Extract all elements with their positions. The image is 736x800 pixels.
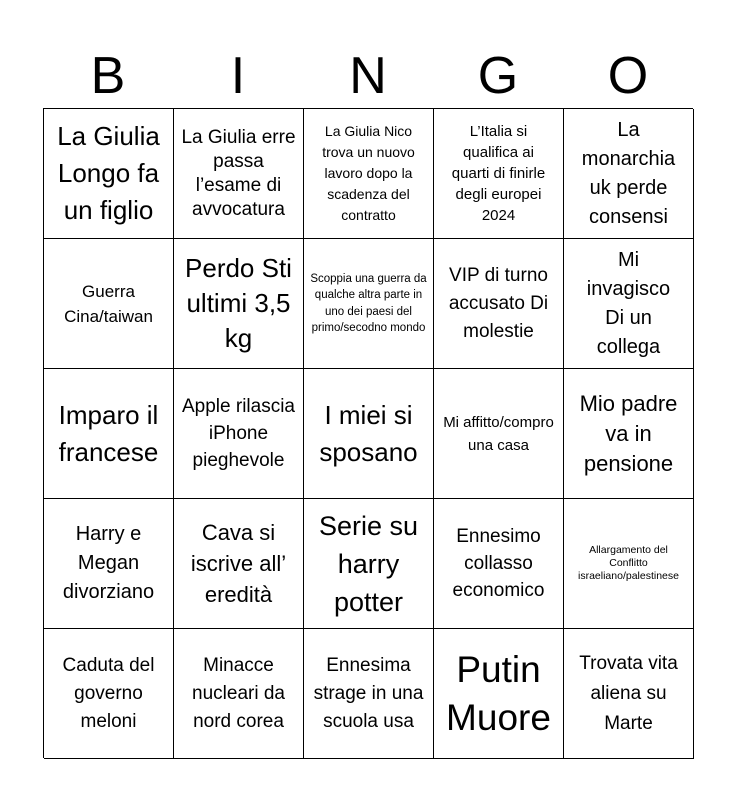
bingo-cell[interactable] [564,499,694,629]
bingo-cell[interactable] [434,629,564,759]
cell-text: Harry e Megan divorziano [62,523,155,603]
bingo-cell[interactable] [564,369,694,499]
bingo-cell[interactable] [304,369,434,499]
bingo-cell[interactable] [174,369,304,499]
bingo-title [43,46,693,106]
bingo-cell[interactable] [304,629,434,759]
cell-text: I miei si sposano [319,399,418,467]
bingo-cell[interactable] [304,499,434,629]
bingo-cell[interactable] [44,369,174,499]
cell-text: Perdo Sti ultimi 3,5 kg [185,253,292,353]
cell-text: Mio padre va in pensione [579,390,678,476]
cell-text: La Giulia Longo fa un figlio [57,121,160,225]
cell-text: Serie su harry potter [318,510,419,617]
cell-text: Mi affitto/compro una casa [443,413,554,454]
cell-text: La Giulia Nico trova un nuovo lavoro dopo la scadenza del contratto [322,123,415,223]
cell-text: VIP di turno accusato Di molestie [448,264,549,342]
title-letter-n: N [349,47,387,105]
bingo-cell[interactable] [174,239,304,369]
bingo-cell[interactable] [434,239,564,369]
cell-text: Minacce nucleari da nord corea [192,654,285,732]
bingo-cell[interactable] [44,109,174,239]
bingo-cell[interactable] [304,239,434,369]
cell-text: Allargamento del Conflitto israeliano/palestinese [578,544,679,582]
cell-text: Ennesima strage in una scuola usa [313,654,424,732]
title-letter-i: I [230,47,246,105]
cell-text: La monarchia uk perde consensi [581,118,676,228]
cell-text: Guerra Cina/taiwan [64,281,153,326]
cell-text: Cava si iscrive all’ eredità [190,520,287,607]
bingo-cell[interactable] [304,109,434,239]
bingo-cell[interactable] [434,499,564,629]
cell-text: Apple rilascia iPhone pieghevole [182,396,295,471]
cell-text: Ennesimo collasso economico [452,526,545,601]
bingo-cell[interactable] [564,109,694,239]
bingo-cell[interactable] [44,499,174,629]
bingo-cell[interactable] [434,109,564,239]
bingo-cell[interactable] [174,629,304,759]
bingo-cell[interactable] [174,499,304,629]
bingo-cell[interactable] [44,629,174,759]
title-letter-b: B [90,47,126,105]
bingo-cell[interactable] [434,369,564,499]
title-letter-g: G [477,47,519,105]
cell-text: Mi invagisco Di un collega [586,248,671,358]
cell-text: Scoppia una guerra da qualche altra parte in uno dei paesi del primo/secodno mondo [310,272,427,334]
bingo-cell[interactable] [564,239,694,369]
cell-text: La Giulia erre passa l’esame di avvocatura [181,126,296,220]
cell-text: L’Italia si qualifica ai quarti di finirle degli europei 2024 [451,123,546,224]
bingo-cell[interactable] [174,109,304,239]
bingo-cell[interactable] [44,239,174,369]
bingo-board [43,108,693,758]
cell-text: Imparo il francese [58,399,159,467]
cell-text: Caduta del governo meloni [62,654,155,732]
bingo-cell[interactable] [564,629,694,759]
cell-text: Trovata vita aliena su Marte [579,652,678,734]
cell-text: Putin Muore [446,648,551,738]
title-letter-o: O [607,47,649,105]
